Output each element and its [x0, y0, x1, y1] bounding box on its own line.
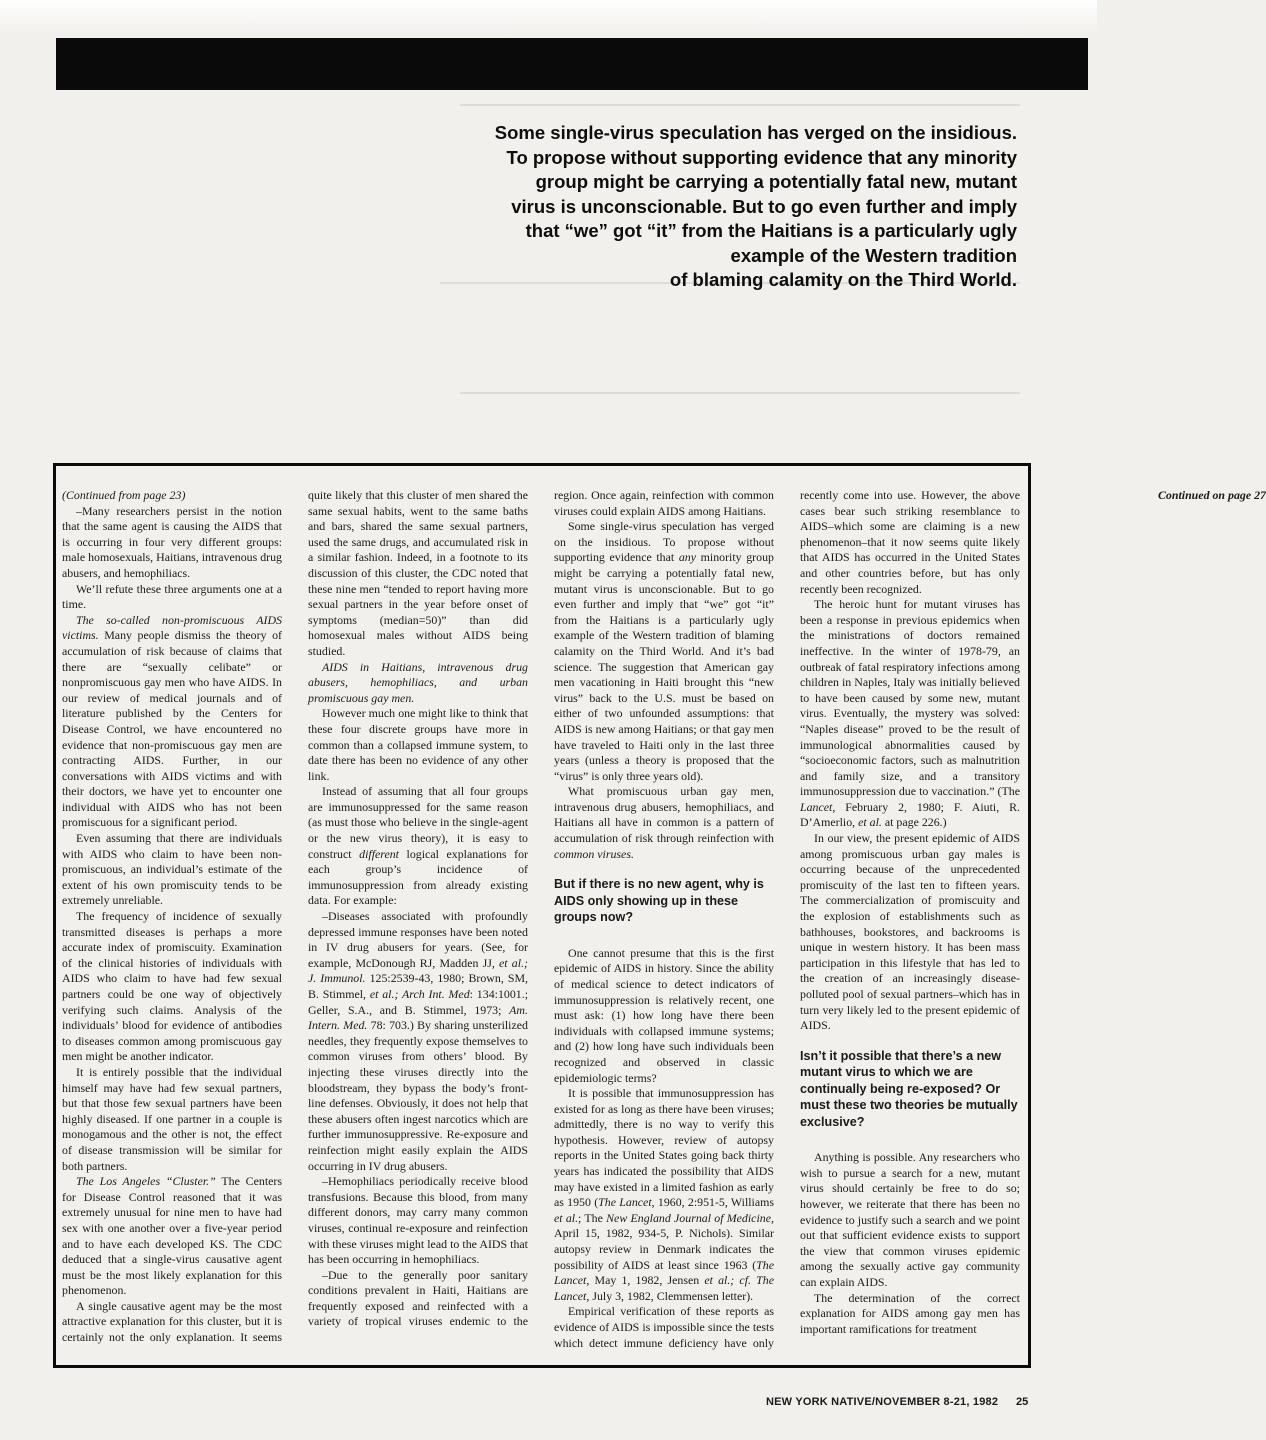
paragraph: However much one might like to think that these four discrete groups have more in common than a collapsed immune system, to date there has been no evidence of any other link. — [308, 706, 528, 783]
subhead-mutant-virus: Isn’t it possible that there’s a new mutant virus to which we are continually being re-exposed? Or must these two theories be mutually exclusive? — [800, 1048, 1018, 1129]
page-top-edge — [0, 0, 1097, 34]
paragraph: Even assuming that there are individuals with AIDS who claim to have been non-promiscuous, an individual’s estimate of the extent of his own promiscuity tends to be extremely unreliable. — [62, 831, 282, 908]
paragraph: –Many researchers persist in the notion that the same agent is causing the AIDS that is occurring in four very different groups: male homosexuals, Haitians, intravenous drug abusers, and hemophiliacs. — [62, 503, 282, 580]
paragraph: In our view, the present epidemic of AIDS among promiscuous urban gay males is occurring because of the unprecedented promiscuity of the last ten to fifteen years. The commercialization of promiscuity and the explosion of establishments such as bathhouses, bookstores, and backrooms is unique in western history. It has been mass participation in this lifestyle that has led to the creation of an increasingly disease-polluted pool of sexual partners–which has in turn very likely led to the present epidemic of AIDS. — [800, 831, 1020, 1033]
paragraph: Instead of assuming that all four groups are immunosuppressed for the same reason (as must those who believe in the single-agent or the new virus theory), it is easy to construct different logical explanations for each group’s incidence of immunosuppression from already existing data. For example: — [308, 784, 528, 908]
continued-on-line: Continued on page 27 — [1157, 488, 1266, 502]
paragraph: Some single-virus speculation has verged on the insidious. To propose without supporting evidence that any minority group might be carrying a potentially fatal new, mutant virus is unconscionable. But to go even further and imply that “we” got “it” from the Haitians is a particularly ugly example of the Western tradition of blaming calamity on the Third World. And it’s bad science. The suggestion that American gay men vacationing in Haiti brought this “new virus” back to the U.S. must be based on either of two unfounded assumptions: that AIDS is new among Haitians; or that gay men have traveled to Haiti only in the last three years (unless a theory is proposed that the “virus” is only three years old). — [554, 519, 774, 783]
publication-footer: NEW YORK NATIVE/NOVEMBER 8-21, 1982 — [766, 1396, 999, 1408]
paragraph: –Diseases associated with profoundly depressed immune responses have been noted in IV drug abusers for years. (See, for example, McDonough RJ, Madden JJ, et al.; J. Immunol. 125:2539-43, 1980; Brown, SM, B. Stimmel, et al.; Arch Int. Med: 134:1001.; Geller, S.A., and B. Stimmel, 1973; Am. Intern. Med. 78: 703.) By sharing unsterilized needles, they frequently expose themselves to common viruses from others’ blood. By injecting these viruses directly into the bloodstream, they bypass the body’s front-line defenses. Obviously, it does not help that these abusers often ingest narcotics which are further immunosuppressive. Re-exposure and reinfection might easily explain the AIDS occurring in IV drug abusers. — [308, 909, 528, 1173]
run-in-head: The so-called non-promiscuous AIDS victims. — [62, 612, 282, 643]
paragraph: We’ll refute these three arguments one at a time. — [62, 581, 282, 612]
paragraph: The so-called non-promiscuous AIDS victims. Many people dismiss the theory of accumulation of risk because of claims that there are “sexually celibate” or nonpromiscuous gay men who have AIDS. In our review of medical journals and of literature published by the Centers for Disease Control, we have encountered no evidence that non-promiscuous gay men are contracting AIDS. Further, in our conversations with AIDS victims and with their doctors, we have yet to encounter one individual with AIDS who has not been promiscuous for a significant period. — [62, 612, 282, 830]
subhead-new-agent: But if there is no new agent, why is AIDS only showing up in these groups now? — [554, 877, 764, 925]
paragraph: It is entirely possible that the individual himself may have had few sexual partners, but that those few sexual partners have been highly diseased. If one partner in a couple is monogamous and the other is not, the effect of disease transmission will be similar for both partners. — [62, 1064, 282, 1173]
paragraph: Anything is possible. Any researchers who wish to pursue a search for a new, mutant virus should certainly be free to do so; however, we reiterate that there has been no evidence to justify such a search and we point out that sufficient evidence exists to support the view that common viruses epidemic among the sexually active gay community can explain AIDS. — [800, 1150, 1020, 1290]
paragraph: What promiscuous urban gay men, intravenous drug abusers, hemophiliacs, and Haitians all have in common is a pattern of accumulation of risk through reinfection with common viruses. — [554, 784, 774, 861]
paragraph: The determination of the correct explanation for AIDS among gay men has important ramifications for treatment — [800, 1290, 1020, 1336]
paragraph: It is possible that immunosuppression has existed for as long as there have been viruses; admittedly, there is no way to verify this hypothesis. However, review of autopsy reports in the United States going back thirty years has indicated the possibility that AIDS may have existed in a limited fashion as early as 1950 (The Lancet, 1960, 2:951-5, Williams et al.; The New England Journal of Medicine, April 15, 1982, 934-5, P. Nichols). Similar autopsy review in Denmark indicates the possibility of AIDS at least since 1963 (The Lancet, May 1, 1982, Jensen et al.; cf. The Lancet, July 3, 1982, Clemmensen letter). — [554, 1086, 775, 1303]
paragraph: One cannot presume that this is the first epidemic of AIDS in history. Since the ability of medical science to detect indicators of immunosuppression is relatively recent, one must ask: (1) how long have there been individuals with collapsed immune systems; and (2) how long have such individuals been recognized and observed in classic epidemiologic terms? — [554, 945, 774, 1085]
black-header-bar — [56, 38, 1088, 90]
continued-from-line: (Continued from page 23) — [62, 488, 186, 502]
paragraph — [308, 660, 528, 707]
run-in-head: The Los Angeles “Cluster.” — [76, 1174, 216, 1189]
page-number: 25 — [1016, 1396, 1029, 1408]
paragraph: –Due to the generally poor sanitary conditions prevalent in Haiti, Haitians are frequently exposed and reinfected with a variety of tropical viruses endemic to the region. Once again, reinfection with common viruses could explain AIDS among Haitians. — [308, 488, 774, 1329]
article-body — [62, 488, 1266, 1360]
paragraph: The frequency of incidence of sexually transmitted diseases is perhaps a more accurate index of promiscuity. Examination of the clinical histories of individuals with AIDS who claim to have had few sexual partners could be one way of objectively verifying such claims. Analysis of the individuals’ blood for evidence of antibodies to diseases common among promiscuous gay men might be another indicator. — [62, 909, 282, 1064]
paragraph: The heroic hunt for mutant viruses has been a response in previous epidemics when the ministrations of doctors remained ineffective. In the winter of 1978-79, an outbreak of fatal respiratory infections among children in Naples, Italy was initially believed to have been caused by some new, mutant virus. Eventually, the mystery was solved: “Naples disease” proved to be the result of immunological abnormalities caused by “socioeconomic factors, such as malnutrition and family size, and a transitory immunosuppression due to vaccination.” (The Lancet, February 2, 1980; F. Aiuti, R. D’Amerlio, et al. at page 226.) — [800, 597, 1020, 830]
paragraph: The Los Angeles “Cluster.” The Centers for Disease Control reasoned that it was extremely unusual for nine men to have had sex with one another over a five-year period and to have each developed KS. The CDC deduced that a single-virus causative agent must be the most likely explanation for this phenomenon. — [62, 1174, 283, 1298]
paragraph: A single causative agent may be the most attractive explanation for this cluster, but it is certainly not the only explanation. It seems quite likely that this cluster of men shared the same sexual habits, went to the same baths and bars, shared the same sexual partners, used the same drugs, and accumulated risk in a similar fashion. Indeed, in a footnote to its discussion of this cluster, the CDC noted that these nine men “tended to report having more sexual partners in the year before onset of symptoms (median=50)” than did homosexual males without AIDS being studied. — [62, 488, 528, 1345]
paragraph: Empirical verification of these reports as evidence of AIDS is impossible since the tests which detect immune deficiency have only recently come into use. However, the above cases bear such striking resemblance to AIDS–which some are claiming is a new phenomenon–that it now seems quite likely that AIDS has occurred in the United States and other countries before, but has only recently been recognized. — [554, 488, 1020, 1350]
run-in-head: AIDS in Haitians, intravenous drug abusers, hemophiliacs, and urban promiscuous gay men. — [308, 659, 528, 705]
pull-quote: Some single-virus speculation has verged on the insidious. To propose without supporting evidence that any minority group might be carrying a potentially fatal new, mutant virus is unconscionable. But to go even further and imply that “we” got “it” from the Haitians is a particularly ugly example of the Western tradition of blaming calamity on the Third World. — [494, 122, 1017, 290]
paragraph: –Hemophiliacs periodically receive blood transfusions. Because this blood, from many different donors, may carry many common viruses, continual re-exposure and reinfection with these viruses might lead to the AIDS that has been occurring in hemophiliacs. — [308, 1174, 528, 1267]
